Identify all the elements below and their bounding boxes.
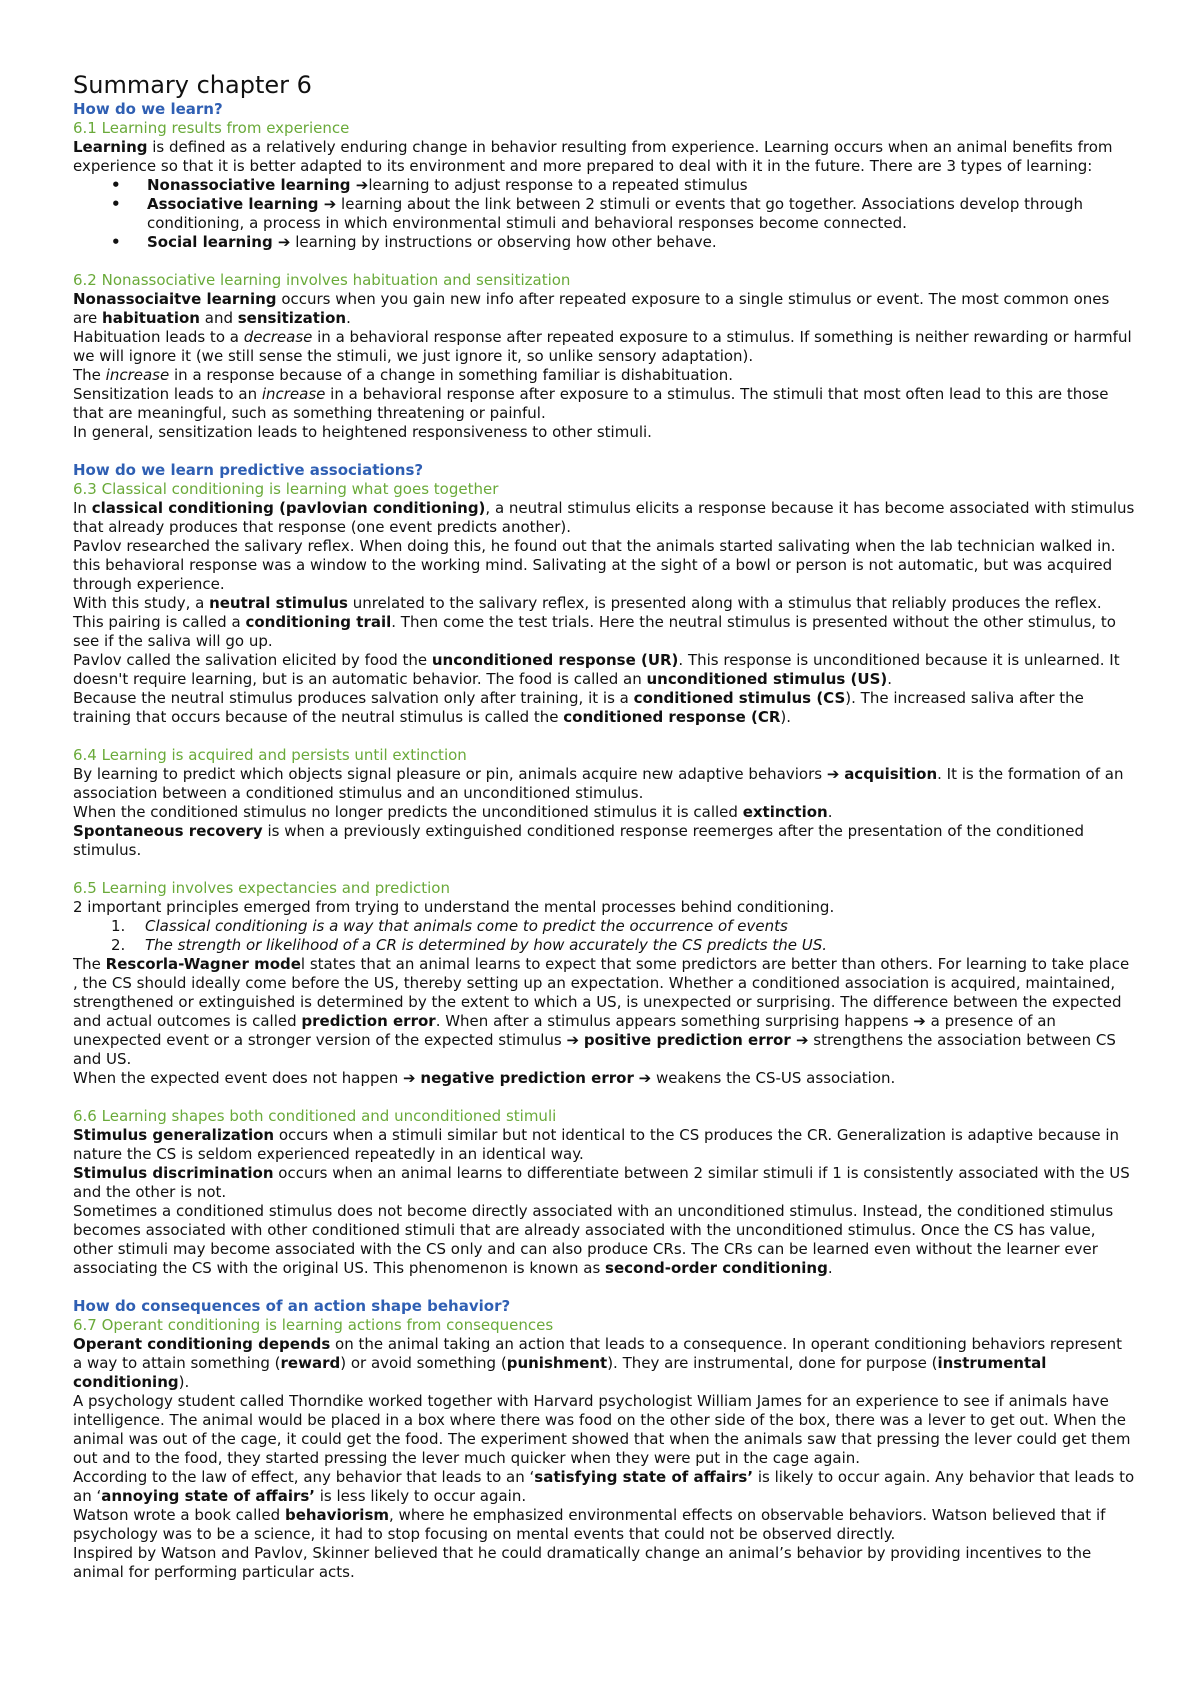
bold-term: punishment xyxy=(506,1354,608,1372)
text: . xyxy=(827,803,833,821)
text: is defined as a relatively enduring change in behavior resulting from experience. Learning occurs when an animal benefits from experience so that it is better adapted to its environment and more prepared to deal with it in the future. There are 3 types of learning: xyxy=(73,138,1113,175)
text: ). xyxy=(178,1373,190,1391)
text: With this study, a xyxy=(73,594,210,612)
bold-term: Operant conditioning depends xyxy=(73,1335,331,1353)
text: . When after a stimulus appears something surprising happens ➔ a presence of an unexpected event or a stronger version of the expected stimulus ➔ xyxy=(73,1012,1056,1049)
paragraph: A psychology student called Thorndike worked together with Harvard psychologist William James for an experience to see if animals have intelligence. The animal would be placed in a box where there was food on the other side of the box, there was a lever to get out. When the animal was out of the cage, it could get the food. The experiment showed that when the animals saw that pressing the lever could get them out and to the food, they started pressing the lever much quicker when they were put in the cage again. xyxy=(73,1392,1131,1467)
text: . xyxy=(887,670,893,688)
paragraph xyxy=(73,822,1135,860)
bold-term: prediction error xyxy=(301,1012,436,1030)
paragraph xyxy=(73,385,1135,423)
section-heading-6-4: 6.4 Learning is acquired and persists until extinction xyxy=(73,746,467,764)
bold-term: reward xyxy=(280,1354,341,1372)
text: ). They are instrumental, done for purpose ( xyxy=(607,1354,938,1372)
text: in a response because of a change in something familiar is dishabituation. xyxy=(169,366,734,384)
bold-term: Learning xyxy=(73,138,148,156)
text: When the conditioned stimulus no longer predicts the unconditioned stimulus it is called xyxy=(73,803,743,821)
list-item xyxy=(147,195,1135,233)
bold-term: Social learning ➔ xyxy=(147,233,291,251)
paragraph xyxy=(73,290,1135,328)
bold-term: Associative learning ➔ xyxy=(147,195,337,213)
paragraph xyxy=(73,1506,1135,1544)
italic-term: decrease xyxy=(243,328,313,346)
paragraph xyxy=(73,1468,1135,1506)
text: Sometimes a conditioned stimulus does not become directly associated with an unconditioned stimulus. Instead, the conditioned stimulus becomes associated with other conditioned stimuli that are already associated with the unconditioned stimulus. Once the CS has value, other stimuli may become associated with the CS only and can also produce CRs. The CRs can be learned even without the learner ever associating the CS with the original US. This phenomenon is known as xyxy=(73,1202,1114,1277)
text: Sensitization leads to an xyxy=(73,385,262,403)
text: ). The increased saliva after the training that occurs because of the neutral stimulus is called the xyxy=(73,689,1084,726)
text: is when a previously extinguished conditioned response reemerges after the presentation of the conditioned stimulus. xyxy=(73,822,1085,859)
bold-term: unconditioned response (UR) xyxy=(431,651,679,669)
text: . xyxy=(827,1259,833,1277)
question-heading-consequences: How do consequences of an action shape behavior? xyxy=(73,1297,511,1315)
bullet-list xyxy=(73,176,1135,252)
paragraph xyxy=(73,1202,1135,1278)
section-heading-6-1: 6.1 Learning results from experience xyxy=(73,119,350,137)
bold-term: classical conditioning (pavlovian conditioning) xyxy=(91,499,486,517)
text: ➔ weakens the CS-US association. xyxy=(633,1069,896,1087)
bold-term: annoying state of affairs’ xyxy=(101,1487,315,1505)
text: , a neutral stimulus elicits a response because it has become associated with stimulus that already produces that response (one event predicts another). xyxy=(73,499,1135,536)
list-item xyxy=(111,936,1135,955)
text: in a behavioral response after repeated exposure to a stimulus. If something is neither rewarding or harmful we will ignore it (we still sense the stimuli, we just ignore it, so unlike sensory adaptation). xyxy=(73,328,1132,365)
text: learning about the link between 2 stimuli or events that go together. Associations develop through conditioning, a process in which environmental stimuli and behavioral responses become connected. xyxy=(147,195,1084,232)
paragraph xyxy=(73,499,1135,537)
text: Pavlov called the salivation elicited by food the xyxy=(73,651,432,669)
text: The xyxy=(73,955,106,973)
question-heading-learn: How do we learn? xyxy=(73,100,223,118)
bold-term: negative prediction error xyxy=(420,1069,634,1087)
bold-term: Spontaneous recovery xyxy=(73,822,263,840)
text: . It is the formation of an association between a conditioned stimulus and an unconditioned stimulus. xyxy=(73,765,1124,802)
bold-term: habituation xyxy=(102,309,200,327)
bold-term: second-order conditioning xyxy=(605,1259,828,1277)
list-number: 1. xyxy=(111,917,126,935)
section-heading-6-6: 6.6 Learning shapes both conditioned and unconditioned stimuli xyxy=(73,1107,557,1125)
list-item xyxy=(147,233,1135,252)
paragraph xyxy=(73,955,1135,1069)
text: learning to adjust response to a repeated stimulus xyxy=(368,176,748,194)
text: occurs when an animal learns to differentiate between 2 similar stimuli if 1 is consistently associated with the US and the other is not. xyxy=(73,1164,1130,1201)
text: By learning to predict which objects signal pleasure or pin, animals acquire new adaptive behaviors ➔ xyxy=(73,765,845,783)
text: . xyxy=(346,309,351,327)
text: Habituation leads to a xyxy=(73,328,244,346)
section-heading-6-7: 6.7 Operant conditioning is learning actions from consequences xyxy=(73,1316,554,1334)
text: ) or avoid something ( xyxy=(340,1354,507,1372)
list-number: 2. xyxy=(111,936,126,954)
paragraph xyxy=(73,651,1135,689)
paragraph xyxy=(73,1069,1135,1088)
paragraph xyxy=(73,594,1135,651)
bold-term: Nonassociative learning ➔ xyxy=(147,176,369,194)
text: l states that an animal learns to expect that some predictors are better than others. For learning to take place , the CS should ideally come before the US, thereby setting up an expectation. Whether a conditioned association is acquired, maintained, strengthened or extinguished is determined by the extent to which a US, is unexpected or surprising. The difference between the expected and actual outcomes is called xyxy=(73,955,1130,1030)
section-heading-6-3: 6.3 Classical conditioning is learning what goes together xyxy=(73,480,499,498)
section-heading-6-5: 6.5 Learning involves expectancies and prediction xyxy=(73,879,450,897)
bold-term: sensitization xyxy=(237,309,347,327)
paragraph xyxy=(73,1126,1135,1164)
text: Because the neutral stimulus produces salvation only after training, it is a xyxy=(73,689,634,707)
paragraph: Pavlov researched the salivary reflex. When doing this, he found out that the animals started salivating when the lab technician walked in. this behavioral response was a window to the working mind. Salivating at the sight of a bowl or person is not automatic, but was acquired through experience. xyxy=(73,537,1116,593)
text: strengthens the association between CS and US. xyxy=(73,1031,1116,1068)
text: on the animal taking an action that leads to a consequence. In operant conditioning behaviors represent a way to attain something ( xyxy=(73,1335,1123,1372)
text: In xyxy=(73,499,92,517)
text: . This response is unconditioned because it is unlearned. It doesn't require learning, but is an automatic behavior. The food is called an xyxy=(73,651,1120,688)
text: , where he emphasized environmental effects on observable behaviors. Watson believed that if psychology was to be a science, it had to stop focusing on mental events that could not be observed directly. xyxy=(73,1506,1106,1543)
bold-term: instrumental conditioning xyxy=(73,1354,1047,1391)
text: Watson wrote a book called xyxy=(73,1506,285,1524)
bold-term: unconditioned stimulus (US) xyxy=(646,670,888,688)
bold-term: satisfying state of affairs’ xyxy=(534,1468,754,1486)
text: According to the law of effect, any behavior that leads to an ‘ xyxy=(73,1468,535,1486)
text: Classical conditioning is a way that animals come to predict the occurrence of events xyxy=(145,917,788,935)
text: in a behavioral response after exposure to a stimulus. The stimuli that most often lead to this are those that are meaningful, such as something threatening or painful. xyxy=(73,385,1109,422)
bold-term: Stimulus discrimination xyxy=(73,1164,274,1182)
numbered-list xyxy=(73,917,1135,955)
text: unrelated to the salivary reflex, is presented along with a stimulus that reliably produces the reflex. This pairing is called a xyxy=(73,594,1102,631)
bold-term: conditioned response (CR xyxy=(563,708,781,726)
text: and xyxy=(199,309,238,327)
section-heading-6-2: 6.2 Nonassociative learning involves habituation and sensitization xyxy=(73,271,571,289)
text: is likely to occur again. Any behavior that leads to an ‘ xyxy=(73,1468,1135,1505)
list-item xyxy=(111,917,1135,936)
paragraph: Inspired by Watson and Pavlov, Skinner believed that he could dramatically change an animal’s behavior by providing incentives to the animal for performing particular acts. xyxy=(73,1544,1092,1581)
bold-term: extinction xyxy=(742,803,828,821)
paragraph xyxy=(73,1335,1135,1392)
bold-term: positive prediction error ➔ xyxy=(583,1031,809,1049)
document-page xyxy=(73,70,1135,1582)
paragraph: 2 important principles emerged from trying to understand the mental processes behind conditioning. xyxy=(73,898,835,916)
text: The strength or likelihood of a CR is determined by how accurately the CS predicts the US. xyxy=(145,936,827,954)
paragraph xyxy=(73,1164,1135,1202)
document-title: Summary chapter 6 xyxy=(73,71,312,99)
bold-term: neutral stimulus xyxy=(209,594,348,612)
paragraph xyxy=(73,328,1135,366)
text: When the expected event does not happen ➔ xyxy=(73,1069,421,1087)
bold-term: Rescorla-Wagner mode xyxy=(105,955,301,973)
paragraph xyxy=(73,689,1135,727)
text: occurs when a stimuli similar but not identical to the CS produces the CR. Generalization is adaptive because in nature the CS is seldom experienced repeatedly in an identical way. xyxy=(73,1126,1120,1163)
text: . Then come the test trials. Here the neutral stimulus is presented without the other stimulus, to see if the saliva will go up. xyxy=(73,613,1116,650)
paragraph xyxy=(73,138,1135,176)
bold-term: conditioning trail xyxy=(245,613,392,631)
italic-term: increase xyxy=(105,366,170,384)
text: ). xyxy=(780,708,792,726)
list-item xyxy=(147,176,1135,195)
bold-term: acquisition xyxy=(844,765,938,783)
bold-term: Stimulus generalization xyxy=(73,1126,275,1144)
text: The xyxy=(73,366,106,384)
question-heading-predictive: How do we learn predictive associations? xyxy=(73,461,424,479)
bold-term: behaviorism xyxy=(284,1506,390,1524)
paragraph xyxy=(73,803,1135,822)
paragraph: In general, sensitization leads to heightened responsiveness to other stimuli. xyxy=(73,423,652,441)
italic-term: increase xyxy=(261,385,326,403)
paragraph xyxy=(73,366,1135,385)
paragraph xyxy=(73,765,1135,803)
text: is less likely to occur again. xyxy=(315,1487,527,1505)
text: learning by instructions or observing how other behave. xyxy=(290,233,717,251)
bold-term: Nonassociaitve learning xyxy=(73,290,277,308)
bold-term: conditioned stimulus (CS xyxy=(633,689,846,707)
text: occurs when you gain new info after repeated exposure to a single stimulus or event. The most common ones are xyxy=(73,290,1110,327)
